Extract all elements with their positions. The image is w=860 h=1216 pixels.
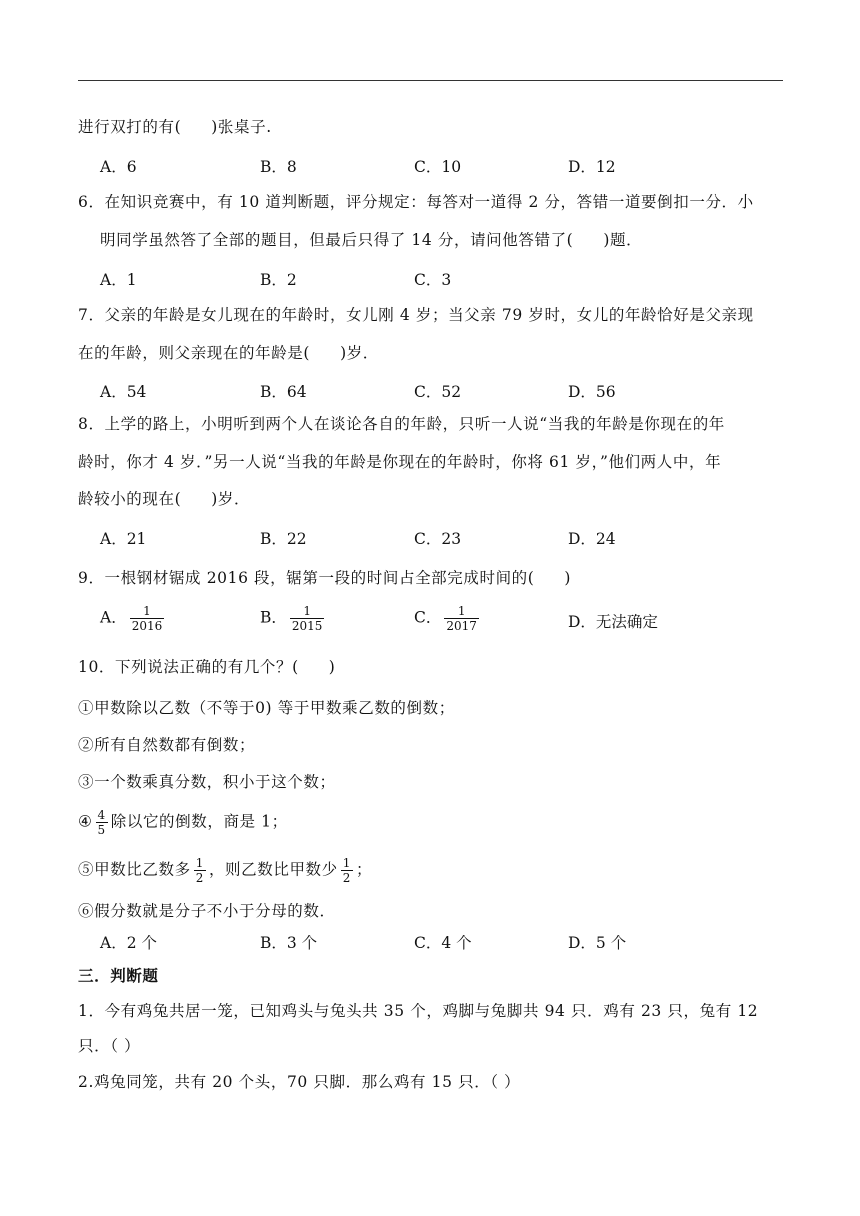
fraction: $\frac{1}{2}$ [195,856,204,885]
question-8-line-2: 龄时，你才 4 岁．”另一人说“当我的年龄是你现在的年龄时，你将 61 岁，”他们两人中，年 [78,453,722,471]
question-8-line-3: 龄较小的现在( )岁． [78,490,251,508]
question-6-line-1: 6．在知识竞赛中，有 10 道判断题，评分规定：每答对一道得 2 分，答错一道要倒扣一分．小 [78,193,754,211]
option-d: D．无法确定 [568,613,658,631]
fraction: $\frac{1}{2017}$ [446,604,477,633]
option-d: D．5 个 [568,934,627,952]
statement-3: ③一个数乘真分数，积小于这个数； [78,773,336,791]
option-d: D．56 [568,383,616,401]
question-8-line-1: 8．上学的路上，小明听到两个人在谈论各自的年龄，只听一人说“当我的年龄是你现在的年 [78,415,725,433]
option-a: A．1 [100,271,137,289]
question-5-tail: 进行双打的有( )张桌子. [78,118,272,136]
option-d: D．24 [568,530,616,548]
option-b: B．8 [260,158,297,176]
option-a: A． $\frac{1}{2016}$ [100,604,163,633]
question-7-line-1: 7．父亲的年龄是女儿现在的年龄时，女儿刚 4 岁；当父亲 79 岁时，女儿的年龄恰好是父亲现 [78,306,754,324]
fraction: $\frac{1}{2}$ [342,856,352,885]
option-a: A．21 [100,530,147,548]
question-10: 10．下列说法正确的有几个？( ) [78,658,336,676]
question-9: 9．一根钢材锯成 2016 段，锯第一段的时间占全部完成时间的( ) [78,569,572,587]
option-a: A．2 个 [100,934,157,952]
judgement-2: 2.鸡兔同笼，共有 20 个头，70 只脚．那么鸡有 15 只．（ ） [78,1073,521,1091]
option-c: C．52 [414,383,462,401]
fraction: $\frac{1}{2016}$ [131,604,163,633]
statement-4: ④ $\frac{4}{5}$ 除以它的倒数，商是 1； [78,808,288,837]
fraction: $\frac{1}{2015}$ [291,604,323,633]
section-title: 三．判断题 [78,966,159,985]
statement-5: ⑤甲数比乙数多 $\frac{1}{2}$ ，则乙数比甲数少 $\frac{1}{2}$ ； [78,856,373,885]
option-b: B． $\frac{1}{2015}$ [260,604,323,633]
header-rule [78,80,783,81]
option-c: C． $\frac{1}{2017}$ [414,604,477,633]
question-6-line-2: 明同学虽然答了全部的题目，但最后只得了 14 分，请问他答错了( )题． [100,231,643,249]
judgement-1-line-2: 只．（ ） [78,1037,141,1055]
option-b: B．2 [260,271,297,289]
statement-1: ①甲数除以乙数（不等于0) 等于甲数乘乙数的倒数； [78,699,455,717]
option-b: B．3 个 [260,934,318,952]
statement-6: ⑥假分数就是分子不小于分母的数． [78,902,336,920]
question-7-line-2: 在的年龄，则父亲现在的年龄是( )岁． [78,344,379,362]
option-c: C．23 [414,530,462,548]
option-d: D．12 [568,158,616,176]
option-b: B．64 [260,383,307,401]
option-a: A．6 [100,158,137,176]
option-c: C．10 [414,158,462,176]
option-c: C．3 [414,271,452,289]
option-c: C．4 个 [414,934,472,952]
option-a: A．54 [100,383,147,401]
option-b: B．22 [260,530,307,548]
statement-2: ②所有自然数都有倒数； [78,736,256,754]
judgement-1-line-1: 1．今有鸡兔共居一笼，已知鸡头与兔头共 35 个，鸡脚与兔脚共 94 只．鸡有 23 只，兔有 12 [78,1002,759,1020]
fraction: $\frac{4}{5}$ [97,808,106,837]
